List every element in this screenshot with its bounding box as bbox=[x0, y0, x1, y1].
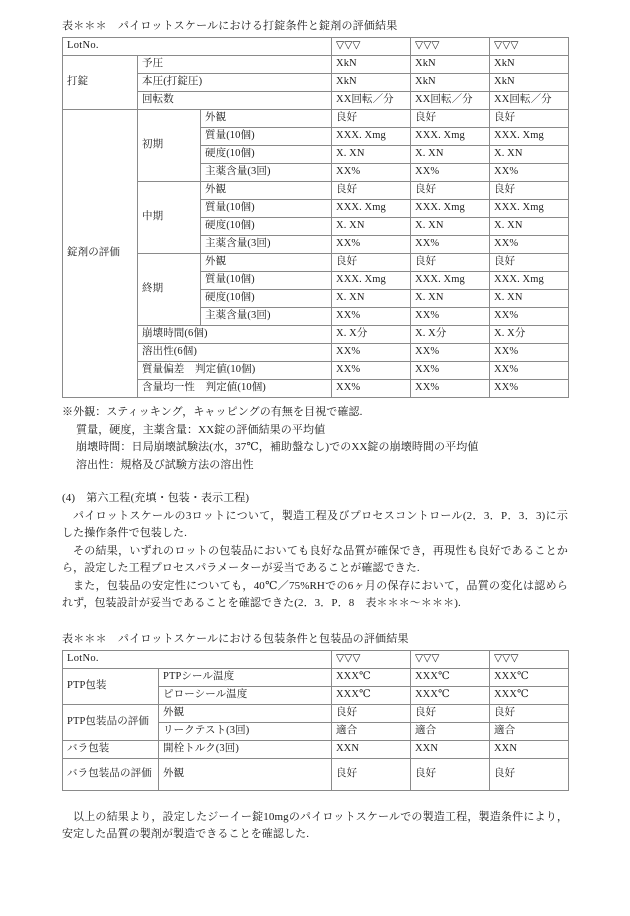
top-spacer bbox=[62, 0, 568, 18]
cell-value: XXX. Xmg bbox=[490, 128, 569, 146]
cell-value: XkN bbox=[332, 74, 411, 92]
section-evaluation-label: 錠剤の評価 bbox=[63, 110, 138, 398]
cell-value: X. XN bbox=[490, 218, 569, 236]
cell-value: 良好 bbox=[490, 182, 569, 200]
cell-value: 適合 bbox=[411, 722, 490, 740]
lot-no-header: LotNo. bbox=[63, 650, 332, 668]
row-label: 外観 bbox=[201, 110, 332, 128]
cell-value: XXX. Xmg bbox=[411, 200, 490, 218]
row-label: 質量(10個) bbox=[201, 200, 332, 218]
cell-value: X. XN bbox=[411, 290, 490, 308]
cell-value: X. XN bbox=[490, 146, 569, 164]
section-tableting-label: 打錠 bbox=[63, 56, 138, 110]
row-label: 崩壊時間(6個) bbox=[138, 326, 332, 344]
group-label-ptp-packaging: PTP包装 bbox=[63, 668, 159, 704]
table-row bbox=[63, 362, 569, 380]
cell-value: XX回転／分 bbox=[490, 92, 569, 110]
cell-value: X. X分 bbox=[411, 326, 490, 344]
cell-value: 良好 bbox=[411, 182, 490, 200]
cell-value: XX% bbox=[490, 164, 569, 182]
cell-value: XX% bbox=[490, 344, 569, 362]
lot-value-1: ▽▽▽ bbox=[332, 38, 411, 56]
conclusion-paragraph: 以上の結果より，設定したジーイー錠10mgのパイロットスケールでの製造工程，製造条件により，安定した品質の製剤が製造できることを確認した. bbox=[62, 810, 568, 840]
row-label: 質量(10個) bbox=[201, 128, 332, 146]
cell-value: XXX℃ bbox=[411, 686, 490, 704]
cell-value: XXX. Xmg bbox=[332, 200, 411, 218]
cell-value: 良好 bbox=[332, 110, 411, 128]
cell-value: XXX℃ bbox=[411, 668, 490, 686]
cell-value: XX% bbox=[490, 308, 569, 326]
cell-value: X. XN bbox=[411, 146, 490, 164]
cell-value: XX% bbox=[411, 344, 490, 362]
row-label: 質量(10個) bbox=[201, 272, 332, 290]
row-label: 外観 bbox=[201, 182, 332, 200]
cell-value: XX% bbox=[490, 362, 569, 380]
table-row bbox=[63, 740, 569, 758]
table-row bbox=[63, 74, 569, 92]
table2-spacer bbox=[62, 613, 568, 631]
tableting-results-table bbox=[62, 37, 569, 398]
note-line: ※外観：スティッキング，キャッピングの有無を目視で確認. bbox=[62, 406, 363, 418]
cell-value: XXX. Xmg bbox=[411, 272, 490, 290]
row-label: 含量均一性 判定値(10個) bbox=[138, 380, 332, 398]
cell-value: 良好 bbox=[490, 110, 569, 128]
row-label: 硬度(10個) bbox=[201, 146, 332, 164]
cell-value: XXX. Xmg bbox=[332, 272, 411, 290]
cell-value: 良好 bbox=[411, 758, 490, 790]
cell-value: 良好 bbox=[490, 704, 569, 722]
cell-value: XX% bbox=[332, 308, 411, 326]
cell-value: XXN bbox=[490, 740, 569, 758]
cell-value: XX% bbox=[490, 236, 569, 254]
table-row bbox=[63, 668, 569, 686]
lot-no-header: LotNo. bbox=[63, 38, 332, 56]
document-page bbox=[62, 0, 568, 844]
table-row bbox=[63, 110, 569, 128]
cell-value: XX% bbox=[332, 380, 411, 398]
cell-value: XkN bbox=[332, 56, 411, 74]
table1-notes bbox=[62, 404, 568, 474]
row-label: 主薬含量(3回) bbox=[201, 308, 332, 326]
cell-value: X. XN bbox=[332, 146, 411, 164]
table-row bbox=[63, 650, 569, 668]
cell-value: 良好 bbox=[490, 758, 569, 790]
cell-value: XXX. Xmg bbox=[411, 128, 490, 146]
lot-value-3: ▽▽▽ bbox=[490, 38, 569, 56]
table-row bbox=[63, 92, 569, 110]
cell-value: 良好 bbox=[332, 704, 411, 722]
cell-value: XX回転／分 bbox=[411, 92, 490, 110]
section-spacer bbox=[62, 474, 568, 490]
table-row bbox=[63, 38, 569, 56]
cell-value: 良好 bbox=[411, 704, 490, 722]
row-label: 予圧 bbox=[138, 56, 332, 74]
group-label-ptp-evaluation: PTP包装品の評価 bbox=[63, 704, 159, 740]
cell-value: 良好 bbox=[332, 758, 411, 790]
cell-value: XX% bbox=[411, 164, 490, 182]
cell-value: XX% bbox=[411, 362, 490, 380]
cell-value: XXX. Xmg bbox=[490, 272, 569, 290]
cell-value: X. XN bbox=[411, 218, 490, 236]
row-label: 主薬含量(3回) bbox=[201, 164, 332, 182]
phase-initial-label: 初期 bbox=[138, 110, 201, 182]
table-row bbox=[63, 326, 569, 344]
group-label-bulk-packaging: バラ包装 bbox=[63, 740, 159, 758]
note-line: 崩壊時間：日局崩壊試験法(水，37℃，補助盤なし)でのXX錠の崩壊時間の平均値 bbox=[76, 441, 479, 453]
cell-value: XkN bbox=[490, 74, 569, 92]
row-label: ピローシール温度 bbox=[159, 686, 332, 704]
cell-value: XX% bbox=[332, 344, 411, 362]
cell-value: X. X分 bbox=[332, 326, 411, 344]
lot-value-2: ▽▽▽ bbox=[411, 650, 490, 668]
cell-value: XX% bbox=[332, 362, 411, 380]
conclusion-spacer bbox=[62, 791, 568, 809]
table-row bbox=[63, 182, 569, 200]
cell-value: XX回転／分 bbox=[332, 92, 411, 110]
cell-value: XkN bbox=[411, 74, 490, 92]
row-label: 本圧(打錠圧) bbox=[138, 74, 332, 92]
group-label-bulk-evaluation: バラ包装品の評価 bbox=[63, 758, 159, 790]
section-paragraph: パイロットスケールの3ロットについて，製造工程及びプロセスコントロール(2．3．P．3．3)に示した操作条件で包装した. bbox=[62, 509, 568, 539]
cell-value: X. XN bbox=[490, 290, 569, 308]
cell-value: XX% bbox=[411, 236, 490, 254]
phase-middle-label: 中期 bbox=[138, 182, 201, 254]
cell-value: XX% bbox=[332, 236, 411, 254]
cell-value: X. XN bbox=[332, 218, 411, 236]
row-label: 硬度(10個) bbox=[201, 218, 332, 236]
row-label: 外観 bbox=[159, 704, 332, 722]
row-label: 開栓トルク(3回) bbox=[159, 740, 332, 758]
cell-value: XX% bbox=[332, 164, 411, 182]
cell-value: 良好 bbox=[490, 254, 569, 272]
row-label: 質量偏差 判定値(10個) bbox=[138, 362, 332, 380]
row-label: 外観 bbox=[159, 758, 332, 790]
table-row bbox=[63, 254, 569, 272]
row-label: 硬度(10個) bbox=[201, 290, 332, 308]
cell-value: XX% bbox=[411, 380, 490, 398]
cell-value: 適合 bbox=[490, 722, 569, 740]
section-heading: (4) 第六工程(充填・包装・表示工程) bbox=[62, 492, 250, 504]
cell-value: X. X分 bbox=[490, 326, 569, 344]
table2-title: 表＊＊＊ パイロットスケールにおける包装条件と包装品の評価結果 bbox=[62, 632, 409, 645]
row-label: 主薬含量(3回) bbox=[201, 236, 332, 254]
cell-value: XXN bbox=[332, 740, 411, 758]
cell-value: 良好 bbox=[332, 254, 411, 272]
lot-value-1: ▽▽▽ bbox=[332, 650, 411, 668]
cell-value: XX% bbox=[411, 308, 490, 326]
row-label: 外観 bbox=[201, 254, 332, 272]
cell-value: XkN bbox=[411, 56, 490, 74]
section-paragraph: また，包装品の安定性についても，40℃／75%RHでの6ヶ月の保存において，品質の変化は認められず，包装設計が妥当であることを確認できた(2．3．P．8 表＊＊＊～＊＊＊). bbox=[62, 579, 568, 609]
phase-final-label: 終期 bbox=[138, 254, 201, 326]
cell-value: XXN bbox=[411, 740, 490, 758]
table-row bbox=[63, 704, 569, 722]
cell-value: XXX℃ bbox=[332, 668, 411, 686]
table-row bbox=[63, 344, 569, 362]
cell-value: 適合 bbox=[332, 722, 411, 740]
row-label: 回転数 bbox=[138, 92, 332, 110]
table-row bbox=[63, 380, 569, 398]
cell-value: XXX. Xmg bbox=[490, 200, 569, 218]
table1-title: 表＊＊＊ パイロットスケールにおける打錠条件と錠剤の評価結果 bbox=[62, 20, 398, 32]
cell-value: X. XN bbox=[332, 290, 411, 308]
table-row bbox=[63, 56, 569, 74]
cell-value: XXX. Xmg bbox=[332, 128, 411, 146]
cell-value: 良好 bbox=[411, 110, 490, 128]
section-paragraph: その結果，いずれのロットの包装品においても良好な品質が確保でき，再現性も良好であることから，設定した工程プロセスパラメーターが妥当であることが確認できた. bbox=[62, 544, 568, 574]
cell-value: 良好 bbox=[332, 182, 411, 200]
cell-value: XkN bbox=[490, 56, 569, 74]
table-row bbox=[63, 758, 569, 790]
cell-value: XXX℃ bbox=[490, 686, 569, 704]
cell-value: XXX℃ bbox=[332, 686, 411, 704]
row-label: リークテスト(3回) bbox=[159, 722, 332, 740]
lot-value-3: ▽▽▽ bbox=[490, 650, 569, 668]
row-label: PTPシール温度 bbox=[159, 668, 332, 686]
packaging-results-table bbox=[62, 650, 569, 791]
cell-value: 良好 bbox=[411, 254, 490, 272]
cell-value: XXX℃ bbox=[490, 668, 569, 686]
lot-value-2: ▽▽▽ bbox=[411, 38, 490, 56]
note-line: 質量，硬度，主薬含量：XX錠の評価結果の平均値 bbox=[76, 423, 326, 436]
cell-value: XX% bbox=[490, 380, 569, 398]
note-line: 溶出性：規格及び試験方法の溶出性 bbox=[76, 458, 254, 471]
row-label: 溶出性(6個) bbox=[138, 344, 332, 362]
